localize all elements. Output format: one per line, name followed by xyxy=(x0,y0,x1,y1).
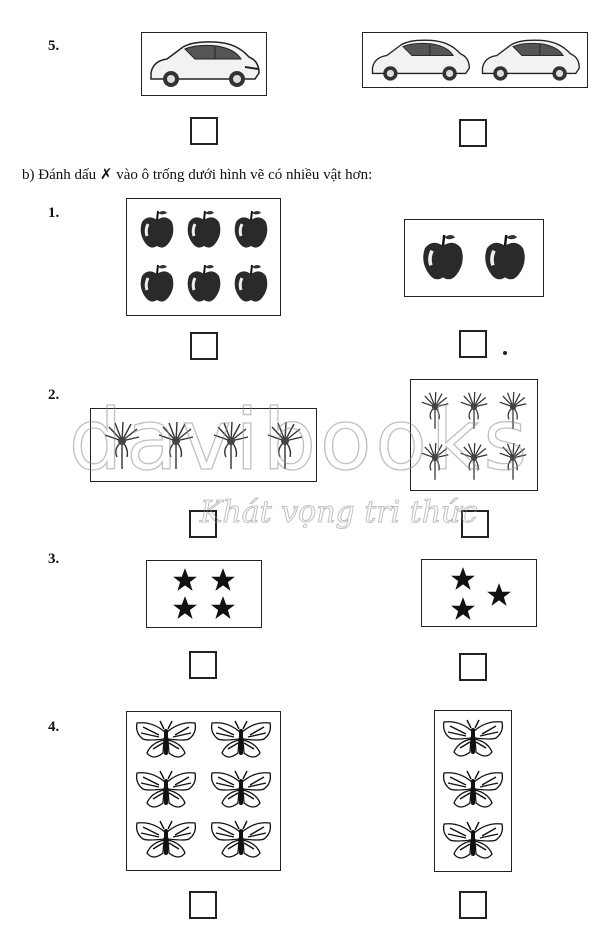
butterfly-icon xyxy=(440,718,506,762)
answer-checkbox-3-left[interactable] xyxy=(189,651,217,679)
apple-icon xyxy=(420,231,466,285)
question-number-1: 1. xyxy=(48,205,60,221)
flower-icon xyxy=(417,389,453,431)
star-icon xyxy=(172,595,198,621)
question-number-5: 5. xyxy=(48,38,60,54)
instruction-text: b) Đánh dấu ✗ vào ô trống dưới hình vẽ có nhiều vật hơn: xyxy=(22,167,373,183)
apple-icon xyxy=(232,208,270,252)
apple-icon xyxy=(482,231,528,285)
butterfly-icon xyxy=(440,769,506,813)
star-icon xyxy=(450,566,476,592)
star-icon xyxy=(450,596,476,622)
flower-icon xyxy=(456,440,492,482)
car-icon xyxy=(145,35,263,93)
flower-icon xyxy=(456,389,492,431)
butterfly-icon xyxy=(133,769,199,813)
answer-checkbox-5-right[interactable] xyxy=(459,119,487,147)
picture-box-cars-left xyxy=(141,32,267,96)
picture-box-apples-left xyxy=(126,198,281,316)
apple-icon xyxy=(185,262,223,306)
picture-box-stars-left xyxy=(146,560,262,628)
star-icon xyxy=(210,567,236,593)
apple-icon xyxy=(185,208,223,252)
star-icon xyxy=(486,582,512,608)
flower-icon xyxy=(262,419,308,471)
apple-icon xyxy=(138,262,176,306)
picture-box-apples-right xyxy=(404,219,544,297)
question-number-2: 2. xyxy=(48,387,60,403)
answer-checkbox-2-right[interactable] xyxy=(461,510,489,538)
picture-box-butterflies-right xyxy=(434,710,512,872)
answer-checkbox-5-left[interactable] xyxy=(190,117,218,145)
flower-icon xyxy=(417,440,453,482)
flower-icon xyxy=(99,419,145,471)
flower-icon xyxy=(208,419,254,471)
answer-checkbox-1-right[interactable] xyxy=(459,330,487,358)
answer-checkbox-3-right[interactable] xyxy=(459,653,487,681)
picture-box-cars-right xyxy=(362,32,588,88)
flower-icon xyxy=(495,389,531,431)
picture-box-butterflies-left xyxy=(126,711,281,871)
flower-icon xyxy=(495,440,531,482)
butterfly-icon xyxy=(208,769,274,813)
picture-box-flowers-left xyxy=(90,408,317,482)
car-icon xyxy=(477,34,583,86)
star-icon xyxy=(172,567,198,593)
apple-icon xyxy=(138,208,176,252)
answer-checkbox-4-left[interactable] xyxy=(189,891,217,919)
question-number-3: 3. xyxy=(48,551,60,567)
answer-checkbox-2-left[interactable] xyxy=(189,510,217,538)
apple-icon xyxy=(232,262,270,306)
butterfly-icon xyxy=(440,820,506,864)
butterfly-icon xyxy=(133,719,199,763)
butterfly-icon xyxy=(208,719,274,763)
watermark-slogan: Khát vọng tri thức xyxy=(200,495,478,530)
answer-checkbox-1-left[interactable] xyxy=(190,332,218,360)
question-number-4: 4. xyxy=(48,719,60,735)
answer-checkbox-4-right[interactable] xyxy=(459,891,487,919)
stray-dot xyxy=(503,351,507,355)
flower-icon xyxy=(153,419,199,471)
butterfly-icon xyxy=(208,819,274,863)
picture-box-stars-right xyxy=(421,559,537,627)
butterfly-icon xyxy=(133,819,199,863)
picture-box-flowers-right xyxy=(410,379,538,491)
car-icon xyxy=(367,34,473,86)
star-icon xyxy=(210,595,236,621)
